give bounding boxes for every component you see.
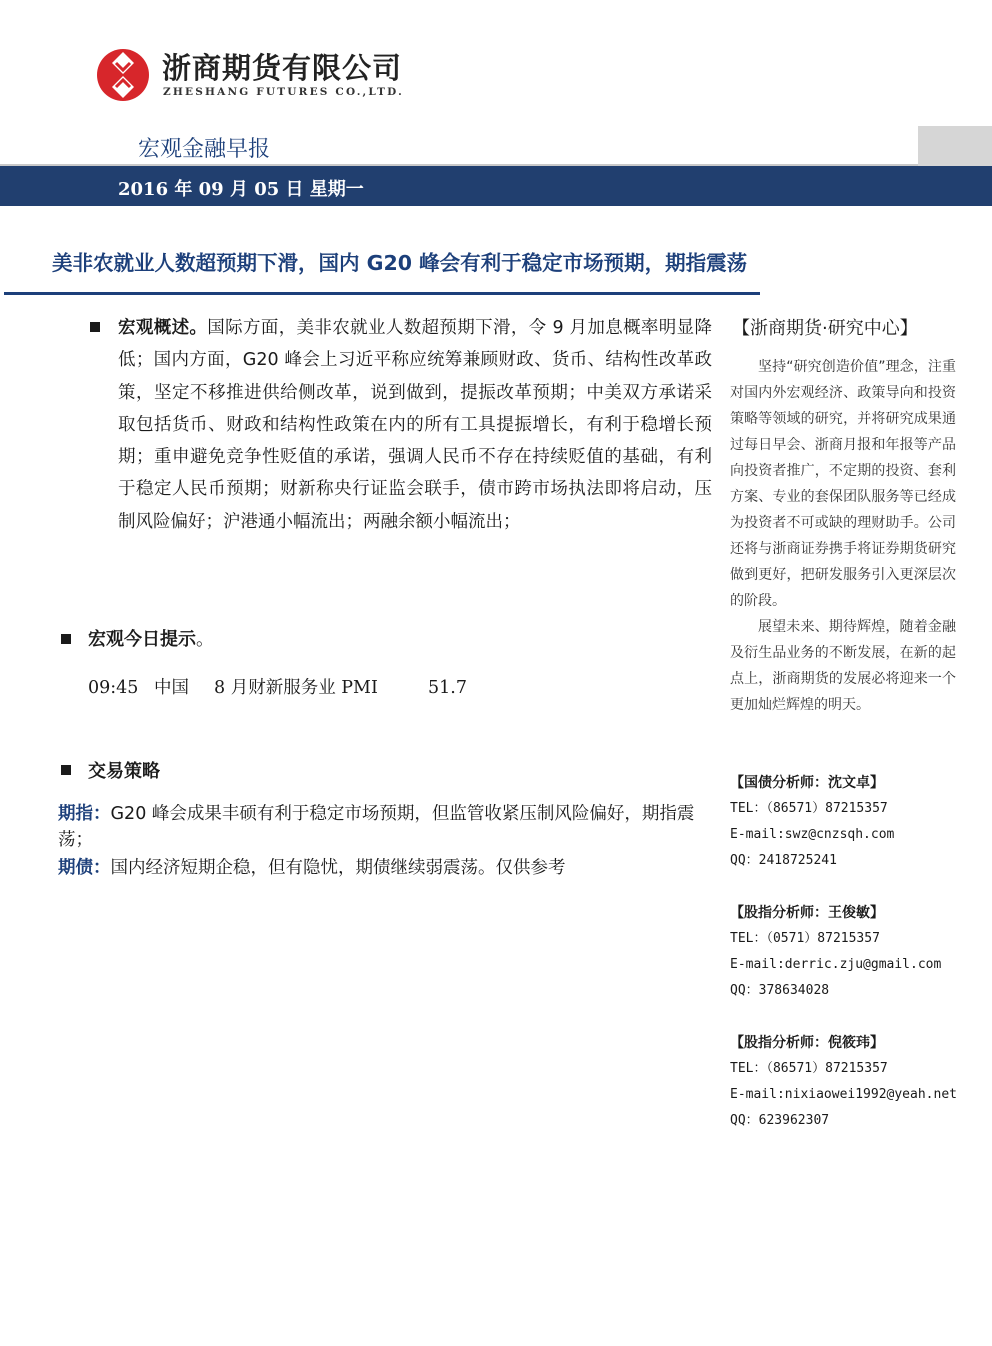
analyst-qq: QQ：2418725241 bbox=[730, 853, 837, 868]
calendar-country: 中国 bbox=[154, 678, 189, 698]
analyst-email[interactable]: E-mail:derric.zju@gmail.com bbox=[730, 957, 942, 972]
calendar-row bbox=[88, 674, 467, 699]
analyst-qq: QQ：623962307 bbox=[730, 1113, 830, 1128]
calendar-value: 51.7 bbox=[428, 678, 467, 698]
research-center-title: 【浙商期货·研究中心】 bbox=[732, 318, 918, 339]
company-name-cn: 浙商期货有限公司 bbox=[162, 51, 403, 85]
headline: 美非农就业人数超预期下滑，国内 G20 峰会有利于稳定市场预期，期指震荡 bbox=[52, 251, 748, 275]
analyst-email[interactable]: E-mail:nixiaowei1992@yeah.net bbox=[730, 1087, 957, 1102]
strategy-heading: 交易策略 bbox=[88, 761, 160, 782]
square-bullet-icon bbox=[90, 322, 100, 332]
headline-divider bbox=[4, 292, 760, 295]
analyst-name: 【国债分析师：沈文卓】 bbox=[730, 775, 884, 791]
today-tips-lead: 宏观今日提示 bbox=[88, 629, 196, 650]
strategy-label: 期债： bbox=[58, 858, 111, 878]
analyst-tel: TEL：（0571）87215357 bbox=[730, 931, 880, 946]
macro-overview-lead: 宏观概述。 bbox=[118, 318, 208, 338]
research-center-intro: 坚持“研究创造价值”理念，注重对国内外宏观经济、政策导向和投资策略等领域的研究，并将研究成果通过每日早会、浙商月报和年报等产品向投资者推广，不定期的投资、套利方案、专业的套保团队服务等已经成为投资者不可或缺的理财助手。公司还将与浙商证券携手将证券期货研究做到更好，把研发服务引入更深层次的阶段。 bbox=[730, 359, 956, 609]
macro-overview-text: 国际方面，美非农就业人数超预期下滑，令 9 月加息概率明显降低；国内方面，G20 峰会上习近平称应统筹兼顾财政、货币、结构性改革政策，坚定不移推进供给侧改革，说到做到，提振改革预期；中美双方承诺采取包括货币、财政和结构性政策在内的所有工具提振增长，有利于稳增长预期；重申避免竞争性贬值的承诺，强调人民币不存在持续贬值的基础，有利于稳定人民币预期；财新称央行证监会联手，债市跨市场执法即将启动，压制风险偏好；沪港通小幅流出；两融余额小幅流出； bbox=[118, 318, 712, 532]
calendar-event: 8 月财新服务业 PMI bbox=[214, 678, 378, 698]
company-logo-icon bbox=[96, 48, 150, 102]
macro-overview-paragraph bbox=[118, 312, 712, 538]
square-bullet-icon bbox=[61, 634, 71, 644]
today-tips-suffix: 。 bbox=[196, 629, 214, 650]
analyst-qq: QQ：378634028 bbox=[730, 983, 830, 998]
analyst-card bbox=[730, 1030, 980, 1134]
analyst-tel: TEL：（86571）87215357 bbox=[730, 1061, 888, 1076]
company-name-en: ZHESHANG FUTURES CO.,LTD. bbox=[163, 86, 404, 98]
analyst-email[interactable]: E-mail:swz@cnzsqh.com bbox=[730, 827, 895, 842]
strategy-text: G20 峰会成果丰硕有利于稳定市场预期，但监管收紧压制风险偏好，期指震荡； bbox=[58, 804, 695, 850]
analyst-card bbox=[730, 900, 980, 1004]
report-title: 宏观金融早报 bbox=[138, 137, 271, 162]
analyst-tel: TEL：（86571）87215357 bbox=[730, 801, 888, 816]
today-tips-heading bbox=[88, 625, 214, 651]
research-center-outlook: 展望未来、期待辉煌，随着金融及衍生品业务的不断发展，在新的起点上，浙商期货的发展必将迎来一个更加灿烂辉煌的明天。 bbox=[730, 619, 956, 713]
strategy-label: 期指： bbox=[58, 804, 111, 824]
square-bullet-icon bbox=[61, 765, 71, 775]
strategy-item-index-futures bbox=[58, 801, 714, 853]
report-date: 2016 年 09 月 05 日 星期一 bbox=[118, 179, 364, 200]
header-grey-block bbox=[918, 126, 992, 166]
strategy-item-bond-futures bbox=[58, 855, 714, 881]
strategy-text: 国内经济短期企稳，但有隐忧，期债继续弱震荡。仅供参考 bbox=[110, 858, 566, 878]
analyst-card bbox=[730, 770, 980, 874]
analyst-name: 【股指分析师：王俊敏】 bbox=[730, 905, 884, 921]
analyst-name: 【股指分析师：倪筱玮】 bbox=[730, 1035, 884, 1051]
calendar-time: 09:45 bbox=[88, 678, 139, 698]
